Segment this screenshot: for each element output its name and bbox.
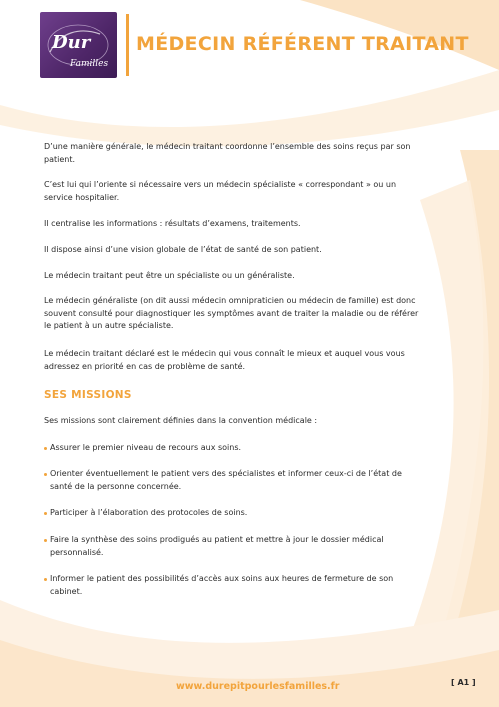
page-title: MÉDECIN RÉFÉRENT TRAITANT (136, 33, 469, 55)
paragraph: Le médecin traitant peut être un spécialiste ou un généraliste. (44, 271, 295, 280)
list-item-text: Informer le patient des possibilités d’accès aux soins aux heures de fermeture de son cabinet. (50, 574, 394, 596)
bullet-icon (44, 578, 47, 581)
list-item (44, 534, 424, 559)
list-item-text: Orienter éventuellement le patient vers des spécialistes et informer ceux-ci de l’état de santé de la personne concernée. (50, 469, 402, 491)
page-number: [ A1 ] (451, 678, 476, 687)
paragraph: C’est lui qui l’oriente si nécessaire vers un médecin spécialiste « correspondant » ou un service hospitalier. (44, 180, 397, 202)
logo-icon (40, 12, 117, 78)
paragraph: Le médecin traitant déclaré est le médecin qui vous connaît le mieux et auquel vous vous adressez en priorité en cas de problème de santé. (44, 349, 405, 371)
paragraph: D’une manière générale, le médecin traitant coordonne l’ensemble des soins reçus par son patient. (44, 142, 411, 164)
list-item (44, 468, 424, 493)
list-item (44, 442, 424, 455)
bullet-icon (44, 473, 47, 476)
svg-text:Familles: Familles (70, 59, 109, 69)
title-divider (126, 14, 129, 76)
section-title: SES MISSIONS (44, 389, 132, 401)
svg-text:Dur: Dur (52, 32, 91, 53)
paragraph: Il centralise les informations : résultats d’examens, traitements. (44, 219, 301, 228)
list-item-text: Participer à l’élaboration des protocoles de soins. (50, 508, 248, 517)
bullet-icon (44, 539, 47, 542)
paragraph: Il dispose ainsi d’une vision globale de l’état de santé de son patient. (44, 245, 322, 254)
list-item-text: Faire la synthèse des soins prodigués au patient et mettre à jour le dossier médical personnalisé. (50, 535, 384, 557)
bullet-icon (44, 447, 47, 450)
website-link[interactable]: www.durepitpourlesfamilles.fr (176, 681, 340, 692)
paragraph: Le médecin généraliste (on dit aussi médecin omnipraticien ou médecin de famille) est donc souvent consulté pour diagnostiquer les symptômes avant de traiter la maladie ou de référer le patient à un autre spécialiste. (44, 296, 419, 331)
brand-logo (40, 12, 117, 78)
section-intro: Ses missions sont clairement définies dans la convention médicale : (44, 416, 318, 425)
list-item (44, 507, 424, 520)
bullet-icon (44, 512, 47, 515)
list-item-text: Assurer le premier niveau de recours aux soins. (50, 443, 242, 452)
list-item (44, 573, 424, 598)
